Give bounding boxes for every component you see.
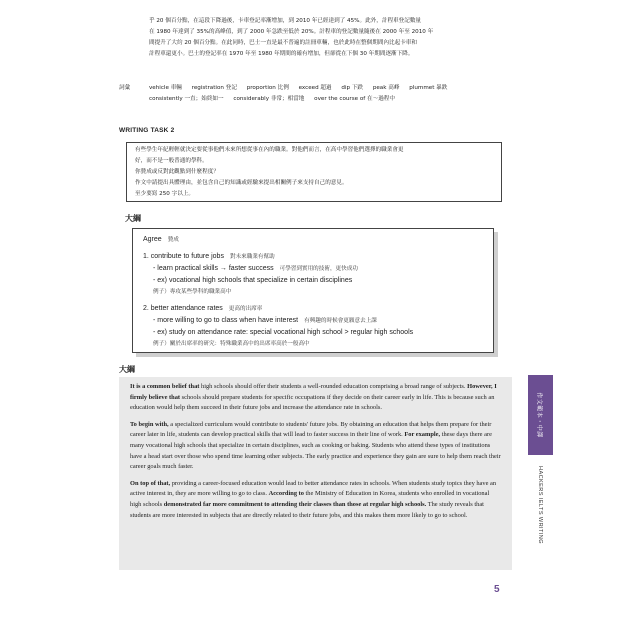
vocab-item: proportion 比例 <box>246 85 289 91</box>
outline-subpoint <box>143 263 483 275</box>
essay-phrase: high schools should offer their students a well-rounded education comprising a broad range of subjects. <box>199 383 468 390</box>
vocab-item: dip 下跌 <box>341 85 364 91</box>
subpoint-zh: 例子）關於出席率的研究：特殊職業高中的出席率高於一般高中 <box>153 341 310 347</box>
vocab-item: registration 登記 <box>191 85 237 91</box>
essay-phrase: For example, <box>404 431 441 439</box>
outline-point <box>143 251 483 263</box>
essay-phrase: According to <box>268 490 304 498</box>
book-series-label: HACKERS IELTS WRITING <box>537 466 543 544</box>
essay-phrase: demonstrated far more commitment to attending their classes than those at regular high schools. <box>163 500 427 508</box>
essay-phrase: However, I firmly believe that <box>130 383 497 401</box>
task-prompt-box <box>126 142 502 202</box>
essay-paragraph-3 <box>130 479 501 521</box>
essay-heading: 大綱 <box>119 365 135 374</box>
vocab-item: vehicle 車輛 <box>149 85 182 91</box>
essay-phrase: these days there are many vocational high schools that specialize in certain disciplines, such as cooking or baking. Students who attend these types of institutions have a head start over those who spend time learning other subjects. The early practice and experience they gain are sure to help them reach their career goals much faster. <box>130 431 501 471</box>
vocab-item: over the course of 在～過程中 <box>314 96 395 102</box>
vocab-line-2 <box>149 94 519 105</box>
point-zh: 更高的出席率 <box>228 306 263 312</box>
point-en: 1. contribute to future jobs <box>143 253 224 260</box>
vocab-item: plummet 暴跌 <box>409 85 448 91</box>
prompt-line: 作文中請提出具體理由，並包含自己的知識或經驗來提出相關例子來支持自己的意見。 <box>135 180 348 186</box>
intro-line: 計程車還更小。巴士的登記率在 1970 年至 1980 年期間的確有增加，但卻從在下個 30 年期間逐漸下降。 <box>149 51 414 57</box>
outline-subpoint-translation <box>143 287 483 298</box>
vocab-item: consistently 一直；始終如一 <box>149 96 224 102</box>
subpoint-zh: 例子）專攻某些學科的職業高中 <box>153 289 232 295</box>
essay-phrase: schools should prepare students for specific occupations if they decide on their career early in life. This is because such an education would help them succeed in their future jobs and increase the attendance rate in schools. <box>130 393 495 412</box>
intro-line: 在 1980 年達到了 35%的高峰值，到了 2000 年急跌至低於 20%。計程車的登記數量隨後在 2000 年至 2010 年 <box>149 29 434 35</box>
subpoint-en: - more willing to go to class when have interest <box>153 317 299 324</box>
prompt-line: 至少要寫 250 字以上。 <box>135 191 194 197</box>
outline-subpoint-translation <box>143 339 483 350</box>
outline-subpoint <box>143 315 483 327</box>
prompt-line: 有些學生年紀輕輕就決定要從事他們未來所想從事在內的職業。對他們而言，在高中學習他們選擇的職業會更 <box>135 147 404 153</box>
intro-paragraph <box>149 16 509 60</box>
vocab-item: peak 高峰 <box>372 85 400 91</box>
essay-phrase: The study reveals that students are more interested in subjects that are directly related to their future jobs, and this makes them more likely to go to school. <box>130 500 484 519</box>
essay-phrase: the Ministry of Education in Korea, students who enrolled in vocational high schools <box>130 490 490 508</box>
vocab-item: considerably 非常；相當地 <box>233 96 305 102</box>
outline-box <box>132 228 494 353</box>
model-essay <box>119 377 512 570</box>
subpoint-zh: 可學習到實用的技術，更快成功 <box>279 266 358 272</box>
point-en: 2. better attendance rates <box>143 305 223 312</box>
subpoint-zh: 有興趣的時候會更願意去上課 <box>304 318 377 324</box>
stance-en: Agree <box>143 236 162 243</box>
outline-point <box>143 303 483 315</box>
prompt-line: 好，而不是一般普通的學科。 <box>135 158 208 164</box>
essay-paragraph-2 <box>130 420 501 473</box>
subpoint-en: - learn practical skills → faster success <box>153 265 274 272</box>
prompt-line: 你贊成或反對此觀點到什麼程度？ <box>135 169 219 175</box>
essay-paragraph-1 <box>130 382 501 414</box>
subpoint-en: - ex) vocational high schools that specialize in certain disciplines <box>153 277 353 284</box>
outline-subpoint <box>143 275 483 287</box>
vocab-item: exceed 超過 <box>298 85 332 91</box>
vocabulary-section <box>119 83 519 105</box>
point-zh: 對未來職業有幫助 <box>229 254 275 260</box>
subpoint-en: - ex) study on attendance rate: special vocational high school > regular high schools <box>153 329 414 336</box>
section-tab-label: 作文範本・中譯 <box>535 392 543 438</box>
outline-subpoint <box>143 327 483 339</box>
intro-line: 乎 20 個百分點，在這段下降過後，卡車登記率漸增加，到 2010 年已經達到了 45%。此外，計程車登記數量 <box>149 18 422 24</box>
writing-task-title: WRITING TASK 2 <box>119 127 175 134</box>
stance-zh: 贊成 <box>167 237 179 243</box>
outline-heading: 大綱 <box>125 214 141 223</box>
essay-phrase: providing a career-focused education would lead to better attendance rates in schools. When students study topics they have an active interest in, they are more willing to go to class. <box>130 479 497 498</box>
essay-phrase: On top of that, <box>130 479 171 487</box>
vocab-line-1 <box>149 83 519 94</box>
essay-phrase: It is a common belief that <box>130 383 200 390</box>
outline-stance <box>143 234 483 246</box>
essay-phrase: a specialized curriculum would contribute to students' future jobs. By obtaining an education that helps them prepare for their career later in life, students can develop practical skills that will lead to faster success in their line of work. <box>130 420 492 439</box>
essay-phrase: To begin with, <box>130 420 169 428</box>
intro-line: 間提升了大約 20 個百分點。在此同時，巴士一直是最不普遍的註冊車輛，也於此時在整個期間內比起卡車和 <box>149 40 417 46</box>
page-number: 5 <box>494 584 500 595</box>
vocab-label: 詞彙 <box>119 85 131 91</box>
